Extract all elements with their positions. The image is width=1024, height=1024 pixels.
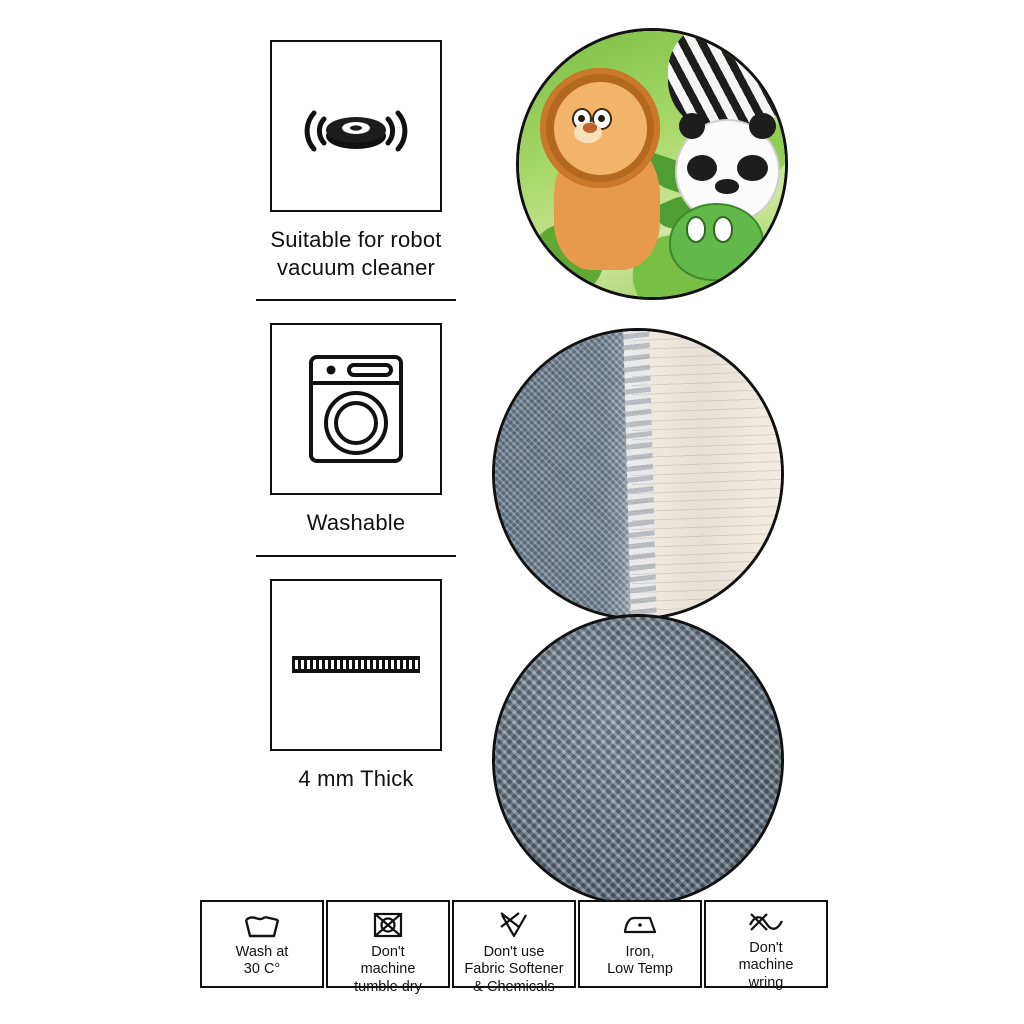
care-symbol-strip (200, 900, 830, 995)
feature-icon-box (270, 40, 442, 212)
jungle-animals-rug-closeup (516, 28, 788, 300)
feature-washable (236, 323, 476, 557)
care-label: Don't use Fabric Softener & Chemicals (464, 944, 564, 995)
care-item-wash-30 (200, 900, 324, 988)
divider (256, 299, 456, 301)
no-tumble-dry-icon (372, 910, 404, 940)
care-label: Don't machine tumble dry (354, 944, 422, 995)
feature-label: Suitable for robot vacuum cleaner (270, 227, 442, 280)
wash-tub-30-icon (242, 911, 282, 939)
washing-machine-icon (301, 349, 411, 469)
care-label: Wash at 30 C° (235, 944, 289, 978)
wood-floor (632, 331, 781, 617)
care-label: Iron, Low Temp (607, 944, 673, 978)
care-label: Don't machine wring (738, 940, 794, 991)
feature-icon-box (270, 579, 442, 751)
thickness-bar-icon (292, 656, 420, 673)
no-fabric-softener-icon (497, 910, 531, 940)
care-item-iron-low-temp (578, 900, 702, 988)
woven-backing-closeup (492, 614, 784, 906)
iron-low-temp-icon (620, 912, 660, 938)
rug-edge-on-floor-closeup (492, 328, 784, 620)
care-item-no-tumble-dry (326, 900, 450, 995)
feature-icon-box (270, 323, 442, 495)
turtle-illustration (669, 203, 763, 281)
care-item-no-wring (704, 900, 828, 991)
divider (256, 555, 456, 557)
no-wring-icon (745, 910, 787, 936)
feature-label: 4 mm Thick (298, 765, 414, 791)
feature-label: Washable (306, 510, 406, 535)
feature-thickness (236, 579, 476, 793)
robot-vacuum-icon (296, 91, 416, 161)
feature-robot-vacuum (236, 40, 476, 301)
feature-list (236, 40, 476, 792)
care-item-no-fabric-softener (452, 900, 576, 995)
